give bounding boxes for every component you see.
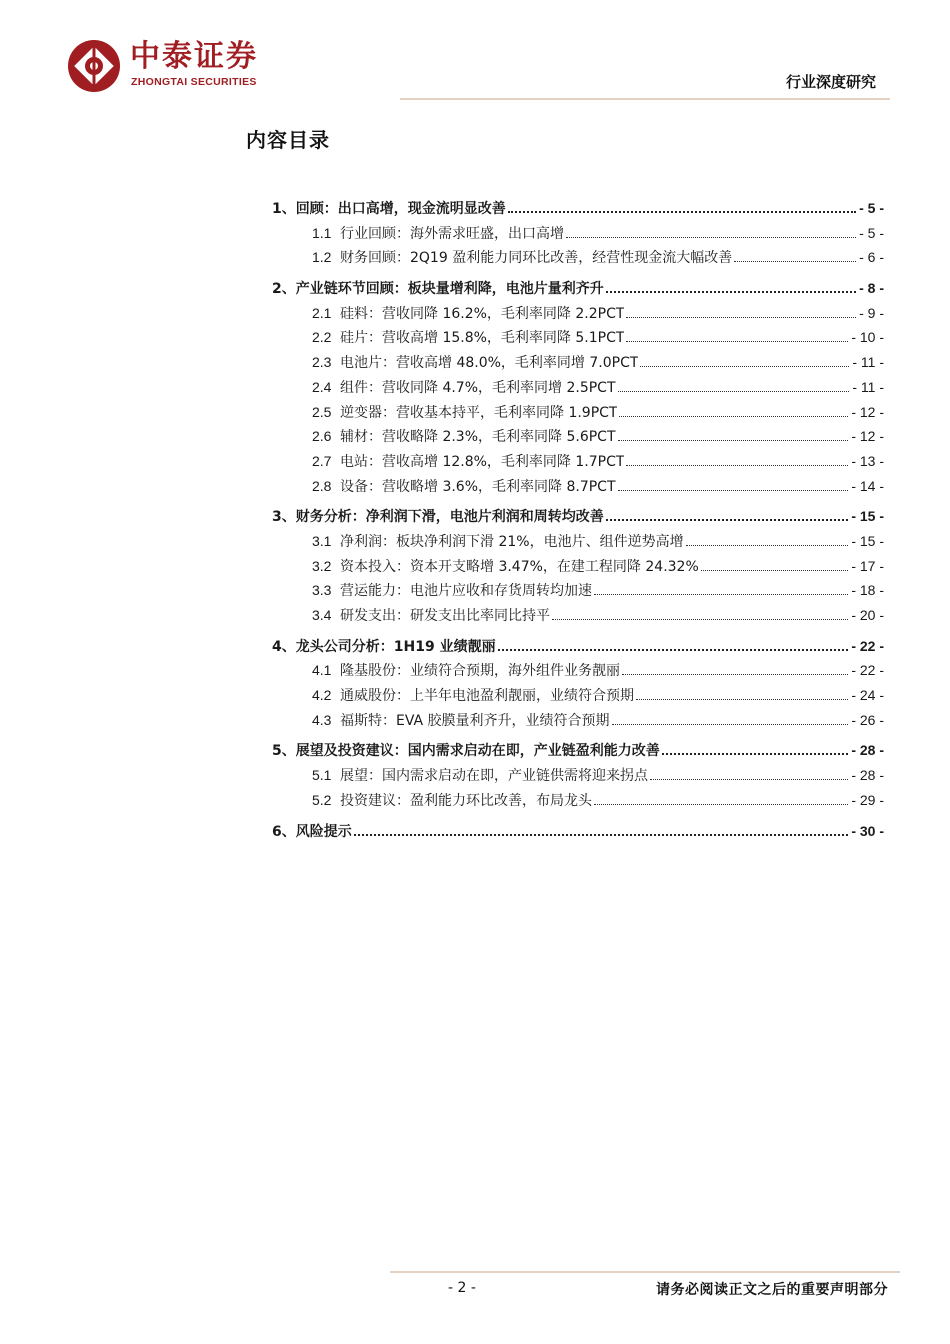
toc-entry-number: 3.2 <box>312 557 332 574</box>
toc-entry-page: - 14 - <box>851 477 884 494</box>
toc-entry-label: 净利润：板块净利润下滑 21%，电池片、组件逆势高增 <box>340 533 684 550</box>
toc-entry-number: 6、 <box>272 823 296 840</box>
toc-entry-label: 财务分析：净利润下滑，电池片利润和周转均改善 <box>295 509 604 526</box>
toc-entry-page: - 30 - <box>851 822 884 839</box>
brand-logo <box>66 38 296 94</box>
toc-section[interactable] <box>272 198 884 223</box>
toc-entry-number: 2.3 <box>312 354 332 371</box>
toc-entry-page: - 11 - <box>852 354 884 371</box>
toc-leader-dots <box>636 699 848 700</box>
toc-entry-number: 3.3 <box>312 582 332 599</box>
table-of-contents <box>272 198 884 845</box>
toc-entry-label: 电池片：营收高增 48.0%，毛利率同增 7.0PCT <box>340 355 639 372</box>
toc-leader-dots <box>612 724 849 725</box>
toc-leader-dots <box>622 674 848 675</box>
toc-leader-dots <box>606 291 856 293</box>
toc-entry-page: - 28 - <box>851 767 884 784</box>
toc-subsection[interactable] <box>272 765 884 790</box>
toc-leader-dots <box>618 391 850 392</box>
report-type-label: 行业深度研究 <box>785 73 876 91</box>
brand-name-en: ZHONGTAI SECURITIES <box>131 76 257 88</box>
toc-subsection[interactable] <box>272 605 884 630</box>
toc-entry-page: - 17 - <box>851 557 884 574</box>
toc-entry-label: 回顾：出口高增，现金流明显改善 <box>295 201 506 217</box>
toc-entry-label: 电站：营收高增 12.8%，毛利率同降 1.7PCT <box>340 453 625 470</box>
toc-subsection[interactable] <box>272 402 884 427</box>
toc-section[interactable] <box>272 636 884 661</box>
toc-entry-number: 5.1 <box>312 767 332 784</box>
toc-entry-number: 2.2 <box>312 329 332 346</box>
toc-entry-page: - 13 - <box>851 452 884 469</box>
toc-entry-page: - 24 - <box>851 687 884 704</box>
toc-leader-dots <box>618 440 849 441</box>
header-divider <box>400 98 890 100</box>
toc-entry-page: - 20 - <box>851 607 884 623</box>
toc-subsection[interactable] <box>272 426 884 451</box>
toc-entry-label: 研发支出：研发支出比率同比持平 <box>340 608 550 624</box>
toc-entry-label: 资本投入：资本开支略增 3.47%，在建工程同降 24.32% <box>340 558 699 575</box>
toc-entry-page: - 26 - <box>851 711 884 728</box>
toc-entry-number: 3、 <box>272 509 296 526</box>
toc-entry-label: 财务回顾：2Q19 盈利能力同环比改善，经营性现金流大幅改善 <box>340 250 733 267</box>
toc-entry-label: 展望及投资建议：国内需求启动在即，产业链盈利能力改善 <box>295 743 660 760</box>
toc-entry-number: 2.8 <box>312 477 332 494</box>
toc-subsection[interactable] <box>272 790 884 815</box>
toc-subsection[interactable] <box>272 531 884 556</box>
toc-entry-number: 2.7 <box>312 452 332 469</box>
toc-entry-label: 逆变器：营收基本持平，毛利率同降 1.9PCT <box>340 404 618 421</box>
toc-title: 内容目录 <box>246 128 330 152</box>
toc-entry-page: - 10 - <box>851 329 884 346</box>
toc-leader-dots <box>508 211 856 213</box>
toc-leader-dots <box>640 366 849 367</box>
toc-leader-dots <box>626 341 848 342</box>
toc-entry-page: - 8 - <box>859 280 884 297</box>
toc-entry-number: 4、 <box>272 638 296 655</box>
toc-entry-number: 2、 <box>272 281 296 298</box>
toc-section[interactable] <box>272 278 884 303</box>
toc-entry-page: - 5 - <box>859 200 884 216</box>
toc-entry-number: 4.2 <box>312 687 332 704</box>
toc-leader-dots <box>606 519 849 521</box>
toc-leader-dots <box>618 490 849 491</box>
brand-name-cn: 中泰证券 <box>130 39 258 74</box>
toc-leader-dots <box>619 416 848 417</box>
toc-entry-number: 3.4 <box>312 607 332 623</box>
toc-subsection[interactable] <box>272 685 884 710</box>
toc-leader-dots <box>594 804 848 805</box>
toc-subsection[interactable] <box>272 660 884 685</box>
toc-entry-number: 1、 <box>272 201 296 217</box>
toc-subsection[interactable] <box>272 451 884 476</box>
toc-entry-label: 组件：营收同降 4.7%，毛利率同增 2.5PCT <box>340 379 616 396</box>
toc-leader-dots <box>566 237 856 238</box>
toc-entry-page: - 28 - <box>851 742 884 759</box>
toc-entry-label: 辅材：营收略降 2.3%，毛利率同降 5.6PCT <box>340 429 616 446</box>
footer-divider <box>390 1271 900 1273</box>
toc-entry-page: - 18 - <box>851 582 884 599</box>
toc-entry-label: 设备：营收略增 3.6%，毛利率同降 8.7PCT <box>340 478 616 495</box>
toc-entry-page: - 11 - <box>852 378 884 395</box>
toc-subsection[interactable] <box>272 303 884 328</box>
toc-entry-number: 2.5 <box>312 403 332 420</box>
toc-entry-label: 隆基股份：业绩符合预期，海外组件业务靓丽 <box>340 663 620 680</box>
toc-entry-page: - 12 - <box>851 428 884 445</box>
toc-entry-number: 5.2 <box>312 791 332 808</box>
toc-entry-label: 营运能力：电池片应收和存货周转均加速 <box>340 583 592 600</box>
toc-leader-dots <box>354 834 849 836</box>
toc-subsection[interactable] <box>272 476 884 501</box>
toc-entry-page: - 5 - <box>859 224 884 241</box>
toc-entry-page: - 9 - <box>859 304 884 321</box>
toc-subsection[interactable] <box>272 247 884 272</box>
toc-entry-label: 投资建议：盈利能力环比改善，布局龙头 <box>340 792 592 809</box>
toc-entry-label: 行业回顾：海外需求旺盛，出口高增 <box>340 225 564 242</box>
toc-entry-page: - 6 - <box>859 249 884 266</box>
toc-leader-dots <box>594 594 848 595</box>
footer-disclaimer: 请务必阅读正文之后的重要声明部分 <box>656 1282 888 1298</box>
toc-leader-dots <box>552 619 848 620</box>
toc-entry-number: 2.1 <box>312 304 332 321</box>
toc-subsection[interactable] <box>272 223 884 248</box>
toc-entry-label: 硅片：营收高增 15.8%，毛利率同降 5.1PCT <box>340 330 625 347</box>
toc-entry-number: 1.1 <box>312 224 332 241</box>
toc-subsection[interactable] <box>272 352 884 377</box>
toc-subsection[interactable] <box>272 327 884 352</box>
toc-section[interactable] <box>272 821 884 846</box>
toc-entry-label: 福斯特：EVA 胶膜量利齐升，业绩符合预期 <box>340 712 610 729</box>
toc-entry-page: - 15 - <box>851 508 884 525</box>
toc-subsection[interactable] <box>272 580 884 605</box>
zhongtai-logo-icon <box>66 38 122 94</box>
toc-entry-number: 2.4 <box>312 378 332 395</box>
toc-subsection[interactable] <box>272 710 884 735</box>
toc-entry-page: - 15 - <box>851 532 884 549</box>
toc-leader-dots <box>650 779 848 780</box>
toc-leader-dots <box>686 545 849 546</box>
toc-entry-number: 3.1 <box>312 532 332 549</box>
toc-entry-label: 展望：国内需求启动在即，产业链供需将迎来拐点 <box>340 768 648 785</box>
toc-leader-dots <box>626 465 848 466</box>
toc-entry-label: 龙头公司分析：1H19 业绩靓丽 <box>295 638 496 655</box>
toc-entry-page: - 22 - <box>851 637 884 654</box>
toc-entry-number: 2.6 <box>312 428 332 445</box>
toc-entry-page: - 12 - <box>851 403 884 420</box>
toc-entry-label: 产业链环节回顾：板块量增利降，电池片量利齐升 <box>295 281 604 298</box>
toc-leader-dots <box>734 261 856 262</box>
toc-entry-label: 风险提示 <box>295 823 352 840</box>
toc-entry-page: - 22 - <box>851 662 884 679</box>
toc-entry-label: 通威股份：上半年电池盈利靓丽，业绩符合预期 <box>340 688 634 705</box>
toc-entry-number: 4.1 <box>312 662 332 679</box>
toc-entry-number: 4.3 <box>312 711 332 728</box>
toc-entry-page: - 29 - <box>851 791 884 808</box>
toc-section[interactable] <box>272 506 884 531</box>
toc-entry-label: 硅料：营收同降 16.2%，毛利率同降 2.2PCT <box>340 305 625 322</box>
toc-entry-number: 5、 <box>272 743 296 760</box>
toc-section[interactable] <box>272 740 884 765</box>
toc-subsection[interactable] <box>272 556 884 581</box>
toc-leader-dots <box>701 570 849 571</box>
page-number: - 2 - <box>448 1280 476 1296</box>
toc-leader-dots <box>662 753 849 755</box>
toc-subsection[interactable] <box>272 377 884 402</box>
toc-entry-number: 1.2 <box>312 249 332 266</box>
toc-leader-dots <box>626 317 856 318</box>
toc-leader-dots <box>498 649 849 651</box>
